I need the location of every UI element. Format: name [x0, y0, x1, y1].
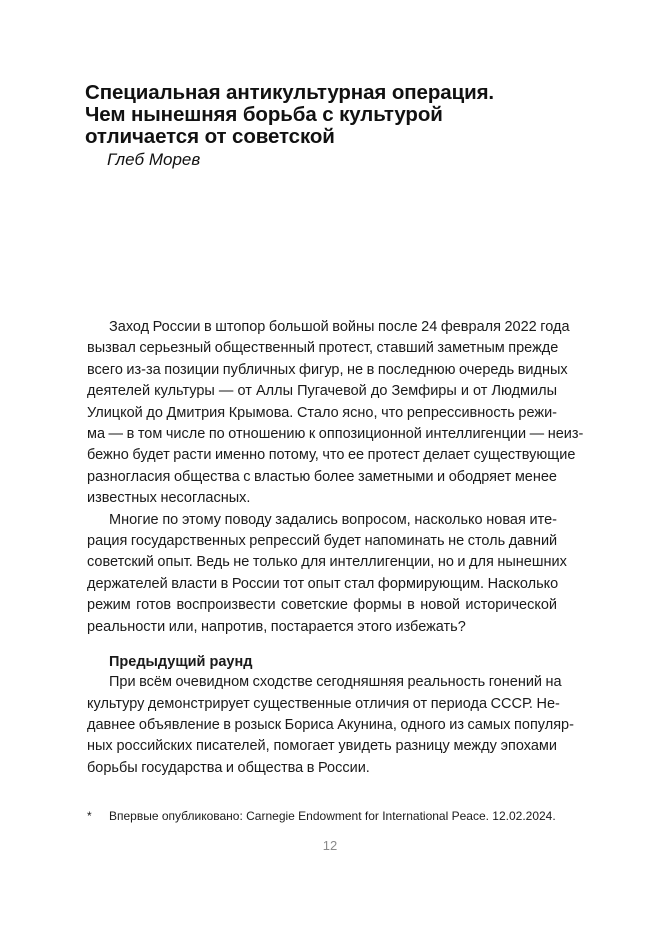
article-body: [87, 317, 584, 779]
paragraph-line: режим готов воспроизвести советские формы в новой исторической: [87, 597, 557, 614]
paragraph-line: деятелей культуры — от Аллы Пугачевой до Земфиры и от Людмилы: [87, 383, 557, 400]
paragraph-line: борьбы государства и общества в России.: [87, 759, 370, 776]
paragraph-line: ных российских писателей, помогает увидеть разницу между эпохами: [87, 738, 557, 755]
paragraph-line: При всём очевидном сходстве сегодняшняя реальность гонений на: [109, 674, 562, 691]
page-number: 12: [322, 838, 338, 853]
section-previous-round: [87, 652, 574, 779]
paragraph-line: держателей власти в России тот опыт стал формирующим. Насколько: [87, 575, 559, 592]
paragraph-line: культуру демонстрирует существенные отличия от периода СССР. Не-: [87, 695, 560, 712]
paragraph-line: давнее объявление в розыск Бориса Акунина, одного из самых популяр-: [87, 716, 574, 733]
paragraph-1: [87, 317, 584, 510]
paragraph-line: рация государственных репрессий будет напоминать не столь давний: [87, 533, 558, 550]
paragraph-line: вызвал серьезный общественный протест, ставший заметным прежде: [87, 340, 559, 357]
paragraph-line: советский опыт. Ведь не только для интеллигенции, но и для нынешних: [87, 554, 567, 571]
paragraph-line: бежно будет расти именно потому, что ее протест делает существующие: [87, 447, 576, 464]
paragraph-line: всего из-за позиции публичных фигур, не в последнюю очередь видных: [87, 361, 568, 378]
paragraph-line: ма — в том числе по отношению к оппозиционной интеллигенции — неиз-: [87, 426, 584, 443]
footnote: [87, 808, 567, 824]
paragraph-line: Многие по этому поводу задались вопросом, насколько новая ите-: [109, 511, 557, 528]
footnote-text: Впервые опубликовано: Carnegie Endowment for International Peace. 12.02.2024.: [109, 809, 556, 823]
article-title-line-3: отличается от советской: [85, 125, 335, 148]
paragraph-2: [87, 510, 567, 638]
article-title-line-2: Чем нынешняя борьба с культурой: [85, 103, 443, 126]
section-heading: Предыдущий раунд: [109, 654, 253, 671]
article-title-line-1: Специальная антикультурная операция.: [85, 81, 495, 104]
article-header: [85, 82, 585, 171]
paragraph-line: реальности или, напротив, постарается этого избежать?: [87, 618, 466, 635]
paragraph-line: разногласия общества с властью более заметными и ободряет менее: [87, 468, 557, 485]
paragraph-line: Заход России в штопор большой войны после 24 февраля 2022 года: [109, 319, 570, 335]
footnote-marker: *: [87, 809, 92, 823]
paragraph-line: известных несогласных.: [87, 490, 251, 507]
paragraph-line: Улицкой до Дмитрия Крымова. Стало ясно, что репрессивность режи-: [87, 404, 557, 421]
article-author: Глеб Морев: [107, 150, 201, 169]
